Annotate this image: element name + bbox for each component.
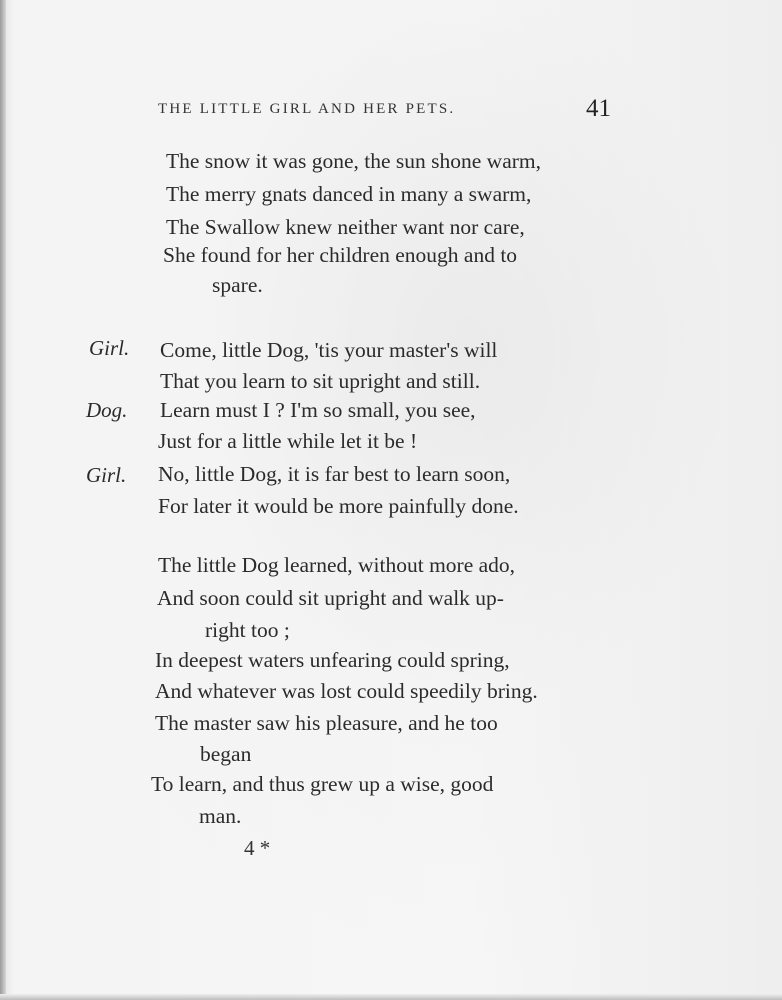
page-left-edge: [0, 0, 6, 1000]
stanza2-line-9: man.: [199, 804, 242, 828]
stanza1-line-2: The merry gnats danced in many a swarm,: [166, 182, 532, 206]
speaker-girl-1: Girl.: [89, 336, 130, 360]
stanza2-line-6: The master saw his pleasure, and he too: [155, 711, 498, 735]
stanza2-line-4: In deepest waters unfearing could spring,: [155, 648, 510, 672]
stanza2-line-8: To learn, and thus grew up a wise, good: [151, 772, 494, 796]
dialogue-3-line-1: No, little Dog, it is far best to learn soon,: [158, 462, 511, 486]
dialogue-2-line-1: Learn must I ? I'm so small, you see,: [160, 398, 476, 422]
speaker-dog: Dog.: [86, 398, 128, 422]
dialogue-3-line-2: For later it would be more painfully done.: [158, 494, 519, 518]
stanza2-line-2: And soon could sit upright and walk up-: [157, 586, 504, 610]
page-number: 41: [586, 95, 611, 122]
stanza2-line-3: right too ;: [205, 618, 290, 642]
stanza1-line-1: The snow it was gone, the sun shone warm,: [166, 149, 541, 173]
page-bottom-edge: [0, 994, 782, 1000]
stanza2-line-7: began: [200, 742, 252, 766]
running-title: THE LITTLE GIRL AND HER PETS.: [158, 101, 456, 117]
stanza2-line-1: The little Dog learned, without more ado,: [158, 553, 516, 577]
dialogue-1-line-1: Come, little Dog, 'tis your master's will: [160, 338, 498, 362]
dialogue-2-line-2: Just for a little while let it be !: [158, 429, 418, 453]
signature-mark: 4 *: [244, 836, 271, 860]
stanza1-line-4: She found for her children enough and to: [163, 243, 518, 267]
stanza1-line-3: The Swallow knew neither want nor care,: [166, 215, 525, 239]
speaker-girl-2: Girl.: [86, 463, 127, 487]
stanza1-line-5: spare.: [212, 273, 263, 297]
dialogue-1-line-2: That you learn to sit upright and still.: [160, 369, 481, 393]
stanza2-line-5: And whatever was lost could speedily bring.: [155, 679, 538, 703]
